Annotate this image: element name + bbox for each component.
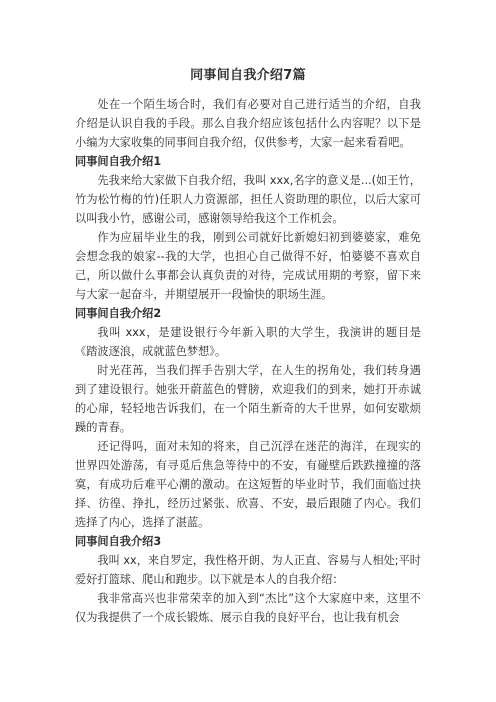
section-3 bbox=[75, 532, 421, 627]
section-paragraph: 我叫 xxx，是建设银行今年新入职的大学生，我演讲的题目是《踏波逐浪，成就蓝色梦想》。 bbox=[75, 326, 421, 358]
section-paragraph: 时光荏苒，当我们挥手告别大学，在人生的拐角处，我们转身遇到了建设银行。她张开蔚蓝色的臂膀，欢迎我们的到来，她打开赤诚的心扉，轻轻地告诉我们，在一个陌生新奇的大千世界，如何安歇烦躁的青春。 bbox=[75, 364, 421, 434]
section-paragraph: 先我来给大家做下自我介绍，我叫 xxx,名字的意义是...(如王竹，竹为松竹梅的竹)任职人力资源部，担任人资助理的职位，以后大家可以叫我小竹，感谢公司，感谢领导给我这个工作机会。 bbox=[75, 174, 421, 225]
section-heading: 同事间自我介绍3 bbox=[75, 535, 162, 548]
section-heading: 同事间自我介绍2 bbox=[75, 307, 162, 320]
section-1 bbox=[75, 152, 421, 304]
section-paragraph: 我非常高兴也非常荣幸的加入到“杰比”这个大家庭中来，这里不仅为我提供了一个成长锻炼、展示自我的良好平台，也让我有机会 bbox=[75, 592, 421, 624]
section-paragraph: 我叫 xx，来自罗定，我性格开朗、为人正直、容易与人相处;平时爱好打篮球、爬山和跑步。以下就是本人的自我介绍： bbox=[75, 554, 421, 586]
document-title: 同事间自我介绍7篇 bbox=[190, 68, 306, 83]
section-heading: 同事间自我介绍1 bbox=[75, 155, 162, 168]
section-paragraph: 还记得吗，面对未知的将来，自己沉浮在迷茫的海洋，在现实的世界四处游荡，有寻觅后焦急等待中的不安，有碰壁后跌跌撞撞的落寞，有成功后难平心潮的激动。在这短暂的毕业时节，我们面临过抉择、彷徨、挣扎，经历过紧张、欣喜、不安，最后跟随了内心。我们选择了内心，选择了湛蓝。 bbox=[75, 440, 421, 529]
intro-paragraph: 处在一个陌生场合时，我们有必要对自己进行适当的介绍，自我介绍是认识自我的手段。那么自我介绍应该包括什么内容呢？以下是小编为大家收集的同事间自我介绍，仅供参考，大家一起来看看吧。 bbox=[75, 98, 421, 149]
section-paragraph: 作为应届毕业生的我，刚到公司就好比新媳妇初到婆婆家，难免会想念我的娘家--我的大学，也担心自己做得不好，怕婆婆不喜欢自己，所以做什么事都会认真负责的对待，完成试用期的考察，留下来与大家一起奋斗，并期望展开一段愉快的职场生涯。 bbox=[75, 231, 421, 301]
section-2 bbox=[75, 304, 421, 532]
